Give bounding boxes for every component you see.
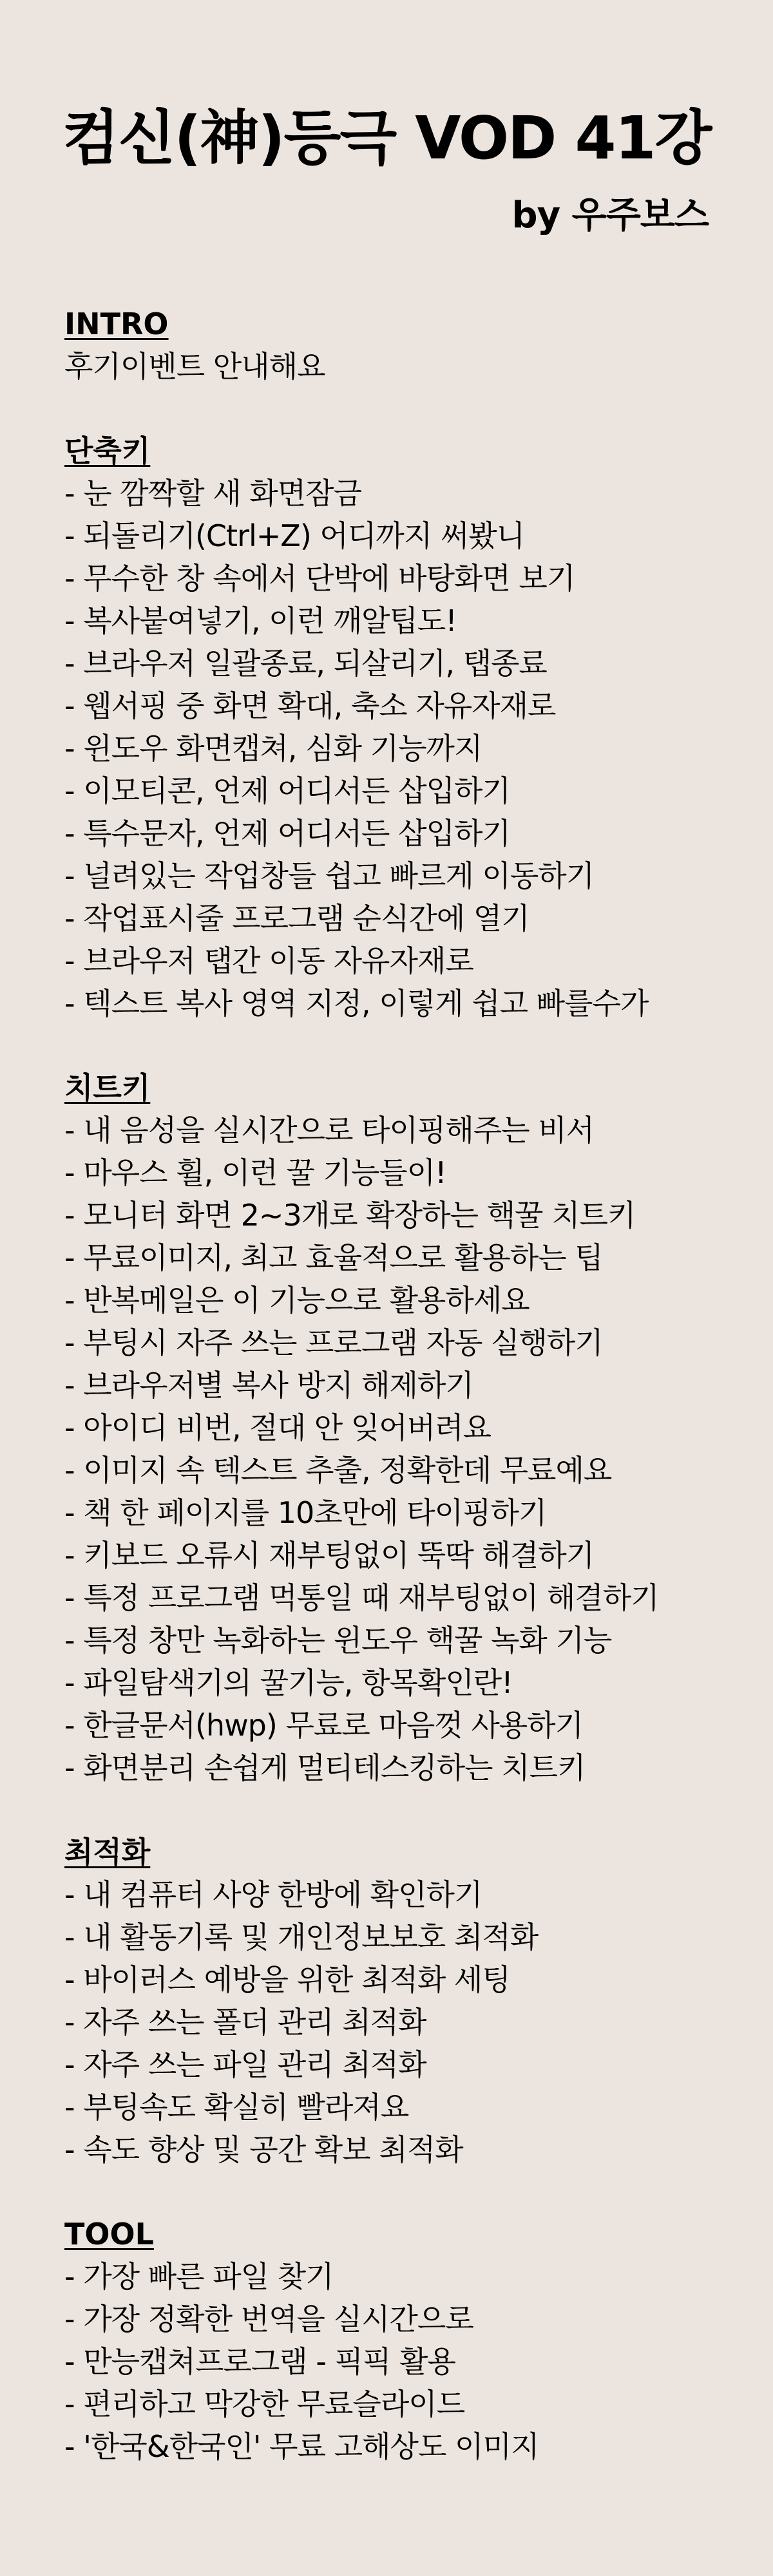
section-tool <box>64 2213 721 2468</box>
list-item: - 속도 향상 및 공간 확보 최적화 <box>64 2132 463 2167</box>
list-item: - 마우스 휠, 이런 꿀 기능들이! <box>64 1155 446 1190</box>
section-optimization <box>64 1831 721 2171</box>
list-item: - 부팅속도 확실히 빨라져요 <box>64 2090 409 2125</box>
section-heading: 치트키 <box>64 1070 151 1105</box>
list-item: - 작업표시줄 프로그램 순식간에 열기 <box>64 901 530 936</box>
list-item: - 내 컴퓨터 사양 한방에 확인하기 <box>64 1877 482 1912</box>
list-item: - 만능캡쳐프로그램 - 픽픽 활용 <box>64 2344 455 2379</box>
list-item: - 윈도우 화면캡쳐, 심화 기능까지 <box>64 731 482 766</box>
list-item: - 내 음성을 실시간으로 타이핑해주는 비서 <box>64 1113 595 1148</box>
list-item: - 반복메일은 이 기능으로 활용하세요 <box>64 1283 530 1318</box>
section-heading: 최적화 <box>64 1835 151 1870</box>
section-heading: TOOL <box>64 2217 154 2251</box>
list-item: - 아이디 비번, 절대 안 잊어버려요 <box>64 1410 491 1445</box>
list-item: - 텍스트 복사 영역 지정, 이렇게 쉽고 빠를수가 <box>64 986 649 1021</box>
list-item: - 파일탐색기의 꿀기능, 항목확인란! <box>64 1665 513 1700</box>
list-item: 후기이벤트 안내해요 <box>64 349 325 384</box>
list-item: - 특정 창만 녹화하는 윈도우 핵꿀 녹화 기능 <box>64 1623 612 1658</box>
list-item: - 복사붙여넣기, 이런 깨알팁도! <box>64 603 457 638</box>
list-item: - 눈 깜짝할 새 화면잠금 <box>64 476 362 511</box>
list-item: - 바이러스 예방을 위한 최적화 세팅 <box>64 1962 510 1997</box>
list-item: - 키보드 오류시 재부팅없이 뚝딱 해결하기 <box>64 1538 595 1573</box>
section-intro <box>64 303 721 388</box>
list-item: - 무료이미지, 최고 효율적으로 활용하는 팁 <box>64 1240 603 1275</box>
author-byline: by 우주보스 <box>511 194 709 236</box>
list-item: - 이모티콘, 언제 어디서든 삽입하기 <box>64 773 510 808</box>
list-item: - 이미지 속 텍스트 추출, 정확한데 무료예요 <box>64 1453 612 1488</box>
list-item: - 내 활동기록 및 개인정보보호 최적화 <box>64 1920 539 1955</box>
list-item: - 한글문서(hwp) 무료로 마음껏 사용하기 <box>64 1708 584 1743</box>
list-item: - 부팅시 자주 쓰는 프로그램 자동 실행하기 <box>64 1325 603 1360</box>
list-item: - 편리하고 막강한 무료슬라이드 <box>64 2387 465 2421</box>
list-item: - 브라우저별 복사 방지 해제하기 <box>64 1368 473 1403</box>
section-cheat-keys <box>64 1066 721 1789</box>
section-heading: 단축키 <box>64 433 151 468</box>
list-item: - 모니터 화면 2~3개로 확장하는 핵꿀 치트키 <box>64 1198 636 1233</box>
section-heading: INTRO <box>64 307 169 341</box>
page-title: 컴신(神)등극 VOD 41강 <box>62 104 711 173</box>
curriculum-content <box>64 303 721 2510</box>
list-item: - 자주 쓰는 폴더 관리 최적화 <box>64 2005 426 2040</box>
list-item: - 널려있는 작업창들 쉽고 빠르게 이동하기 <box>64 858 595 893</box>
list-item: - 브라우저 탭간 이동 자유자재로 <box>64 943 473 978</box>
list-item: - 책 한 페이지를 10초만에 타이핑하기 <box>64 1495 547 1530</box>
list-item: - 가장 정확한 번역을 실시간으로 <box>64 2302 473 2336</box>
list-item: - 무수한 창 속에서 단박에 바탕화면 보기 <box>64 561 575 596</box>
list-item: - 브라우저 일괄종료, 되살리기, 탭종료 <box>64 646 547 681</box>
section-shortcuts <box>64 430 721 1025</box>
list-item: - 웹서핑 중 화면 확대, 축소 자유자재로 <box>64 688 556 723</box>
list-item: - 가장 빠른 파일 찾기 <box>64 2259 334 2294</box>
list-item: - 자주 쓰는 파일 관리 최적화 <box>64 2047 426 2082</box>
list-item: - 특수문자, 언제 어디서든 삽입하기 <box>64 816 510 851</box>
list-item: - 되돌리기(Ctrl+Z) 어디까지 써봤니 <box>64 518 525 553</box>
list-item: - 화면분리 손쉽게 멀티테스킹하는 치트키 <box>64 1750 586 1785</box>
list-item: - '한국&한국인' 무료 고해상도 이미지 <box>64 2429 539 2464</box>
list-item: - 특정 프로그램 먹통일 때 재부팅없이 해결하기 <box>64 1580 659 1615</box>
